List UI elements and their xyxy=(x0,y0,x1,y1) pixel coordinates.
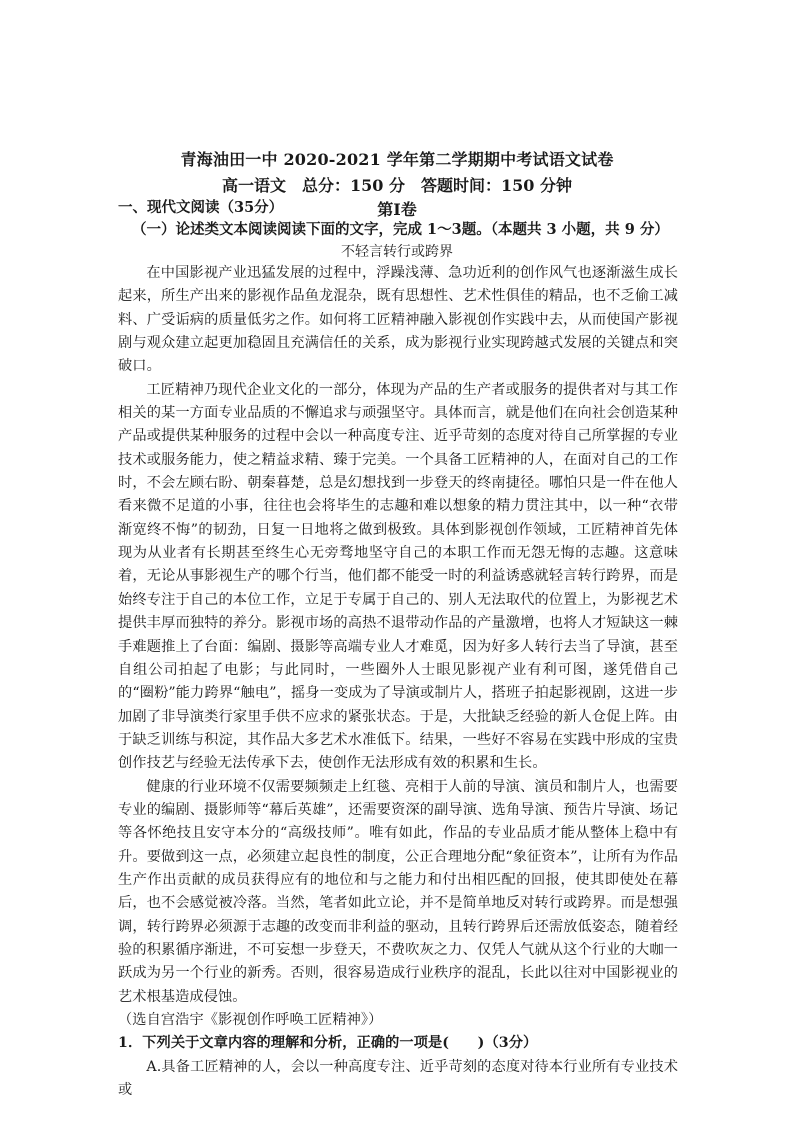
sub-section-heading: （一）论述类文本阅读阅读下面的文字，完成 1～3题。（本题共 3 小题，共 9 分） xyxy=(132,221,669,238)
exam-title: 青海油田一中 2020-2021 学年第二学期期中考试语文试卷 xyxy=(180,150,614,169)
essay-title: 不轻言转行或跨界 xyxy=(341,244,453,260)
essay-source: （选自宫浩宇《影视创作呼唤工匠精神》） xyxy=(118,1012,383,1028)
section-heading: 一、现代文阅读（35分） xyxy=(118,199,284,216)
exam-subtitle: 高一语文 总分：150 分 答题时间：150 分钟 xyxy=(222,176,572,195)
essay-body xyxy=(118,262,678,1102)
question-1-stem: 1．下列关于文章内容的理解和分析，正确的一项是( )（3分） xyxy=(118,1035,538,1052)
volume-label: 第Ⅰ卷 xyxy=(377,200,417,219)
essay-paragraph-1: 在中国影视产业迅猛发展的过程中，浮躁浅薄、急功近利的创作风气也逐渐滋生成长起来，所生产出来的影视作品鱼龙混杂，既有思想性、艺术性俱佳的精品，也不乏偷工减料、广受诟病的质量低劣之作。如何将工匠精神融入影视创作实践中去，从而使国产影视剧与观众建立起更加稳固且充满信任的关系，成为影视行业实现跨越式发展的关键点和突破口。 xyxy=(118,265,678,375)
essay-paragraph-3: 健康的行业环境不仅需要频频走上红毯、亮相于人前的导演、演员和制片人，也需要专业的编剧、摄影师等“幕后英雄”，还需要资深的副导演、选角导演、预告片导演、场记等各怀绝技且安守本分的“高级技师”。唯有如此，作品的专业品质才能从整体上稳中有升。要做到这一点，必须建立起良性的制度，公正合理地分配“象征资本”，让所有为作品生产作出贡献的成员获得应有的地位和与之能力和付出相匹配的回报，使其即使处在幕后，也不会感觉被冷落。当然，笔者如此立论，并不是简单地反对转行或跨界。而是想强调，转行跨界必须源于志趣的改变而非利益的驱动，且转行跨界后还需放低姿态，随着经验的积累循序渐进，不可妄想一步登天，不费吹灰之力、仅凭人气就从这个行业的大咖一跃成为另一个行业的新秀。否则，很容易造成行业秩序的混乱，长此以往对中国影视业的艺术根基造成侵蚀。 xyxy=(118,778,678,1005)
essay-paragraph-2: 工匠精神乃现代企业文化的一部分，体现为产品的生产者或服务的提供者对与其工作相关的某一方面专业品质的不懈追求与顽强坚守。具体而言，就是他们在向社会创造某种产品或提供某种服务的过程中会以一种高度专注、近乎苛刻的态度对待自己所掌握的专业技术或服务能力，使之精益求精、臻于完美。一个具备工匠精神的人，在面对自己的工作时，不会左顾右盼、朝秦暮楚，总是幻想找到一步登天的终南捷径。哪怕只是一件在他人看来微不足道的小事，往往也会将毕生的志趣和难以想象的精力贯注其中，以一种“衣带渐宽终不悔”的韧劲，日复一日地将之做到极致。具体到影视创作领域，工匠精神首先体现为从业者有长期甚至终生心无旁骛地坚守自己的本职工作而无怨无悔的志趣。这意味着，无论从事影视生产的哪个行当，他们都不能受一时的利益诱惑就轻言转行跨界，而是始终专注于自己的本位工作，立足于专属于自己的、别人无法取代的位置上，为影视艺术提供丰厚而独特的养分。影视市场的高热不退带动作品的产量激增，也将人才短缺这一棘手难题推上了台面：编剧、摄影等高端专业人才难觅，因为好多人转行去当了导演，甚至自组公司拍起了电影；与此同时，一些圈外人士眼见影视产业有利可图，遂凭借自己的“圈粉”能力跨界“触电”，摇身一变成为了导演或制片人，搭班子拍起影视剧，这进一步加剧了非导演类行家里手供不应求的紧张状态。于是，大批缺乏经验的新人仓促上阵。由于缺乏训练与积淀，其作品大多艺术水准低下。结果，一些好不容易在实践中形成的宝贵创作技艺与经验无法传承下去，使创作无法形成有效的积累和生长。 xyxy=(118,381,678,772)
question-1-option-a: A.具备工匠精神的人，会以一种高度专注、近乎苛刻的态度对待本行业所有专业技术或 xyxy=(118,1058,678,1099)
